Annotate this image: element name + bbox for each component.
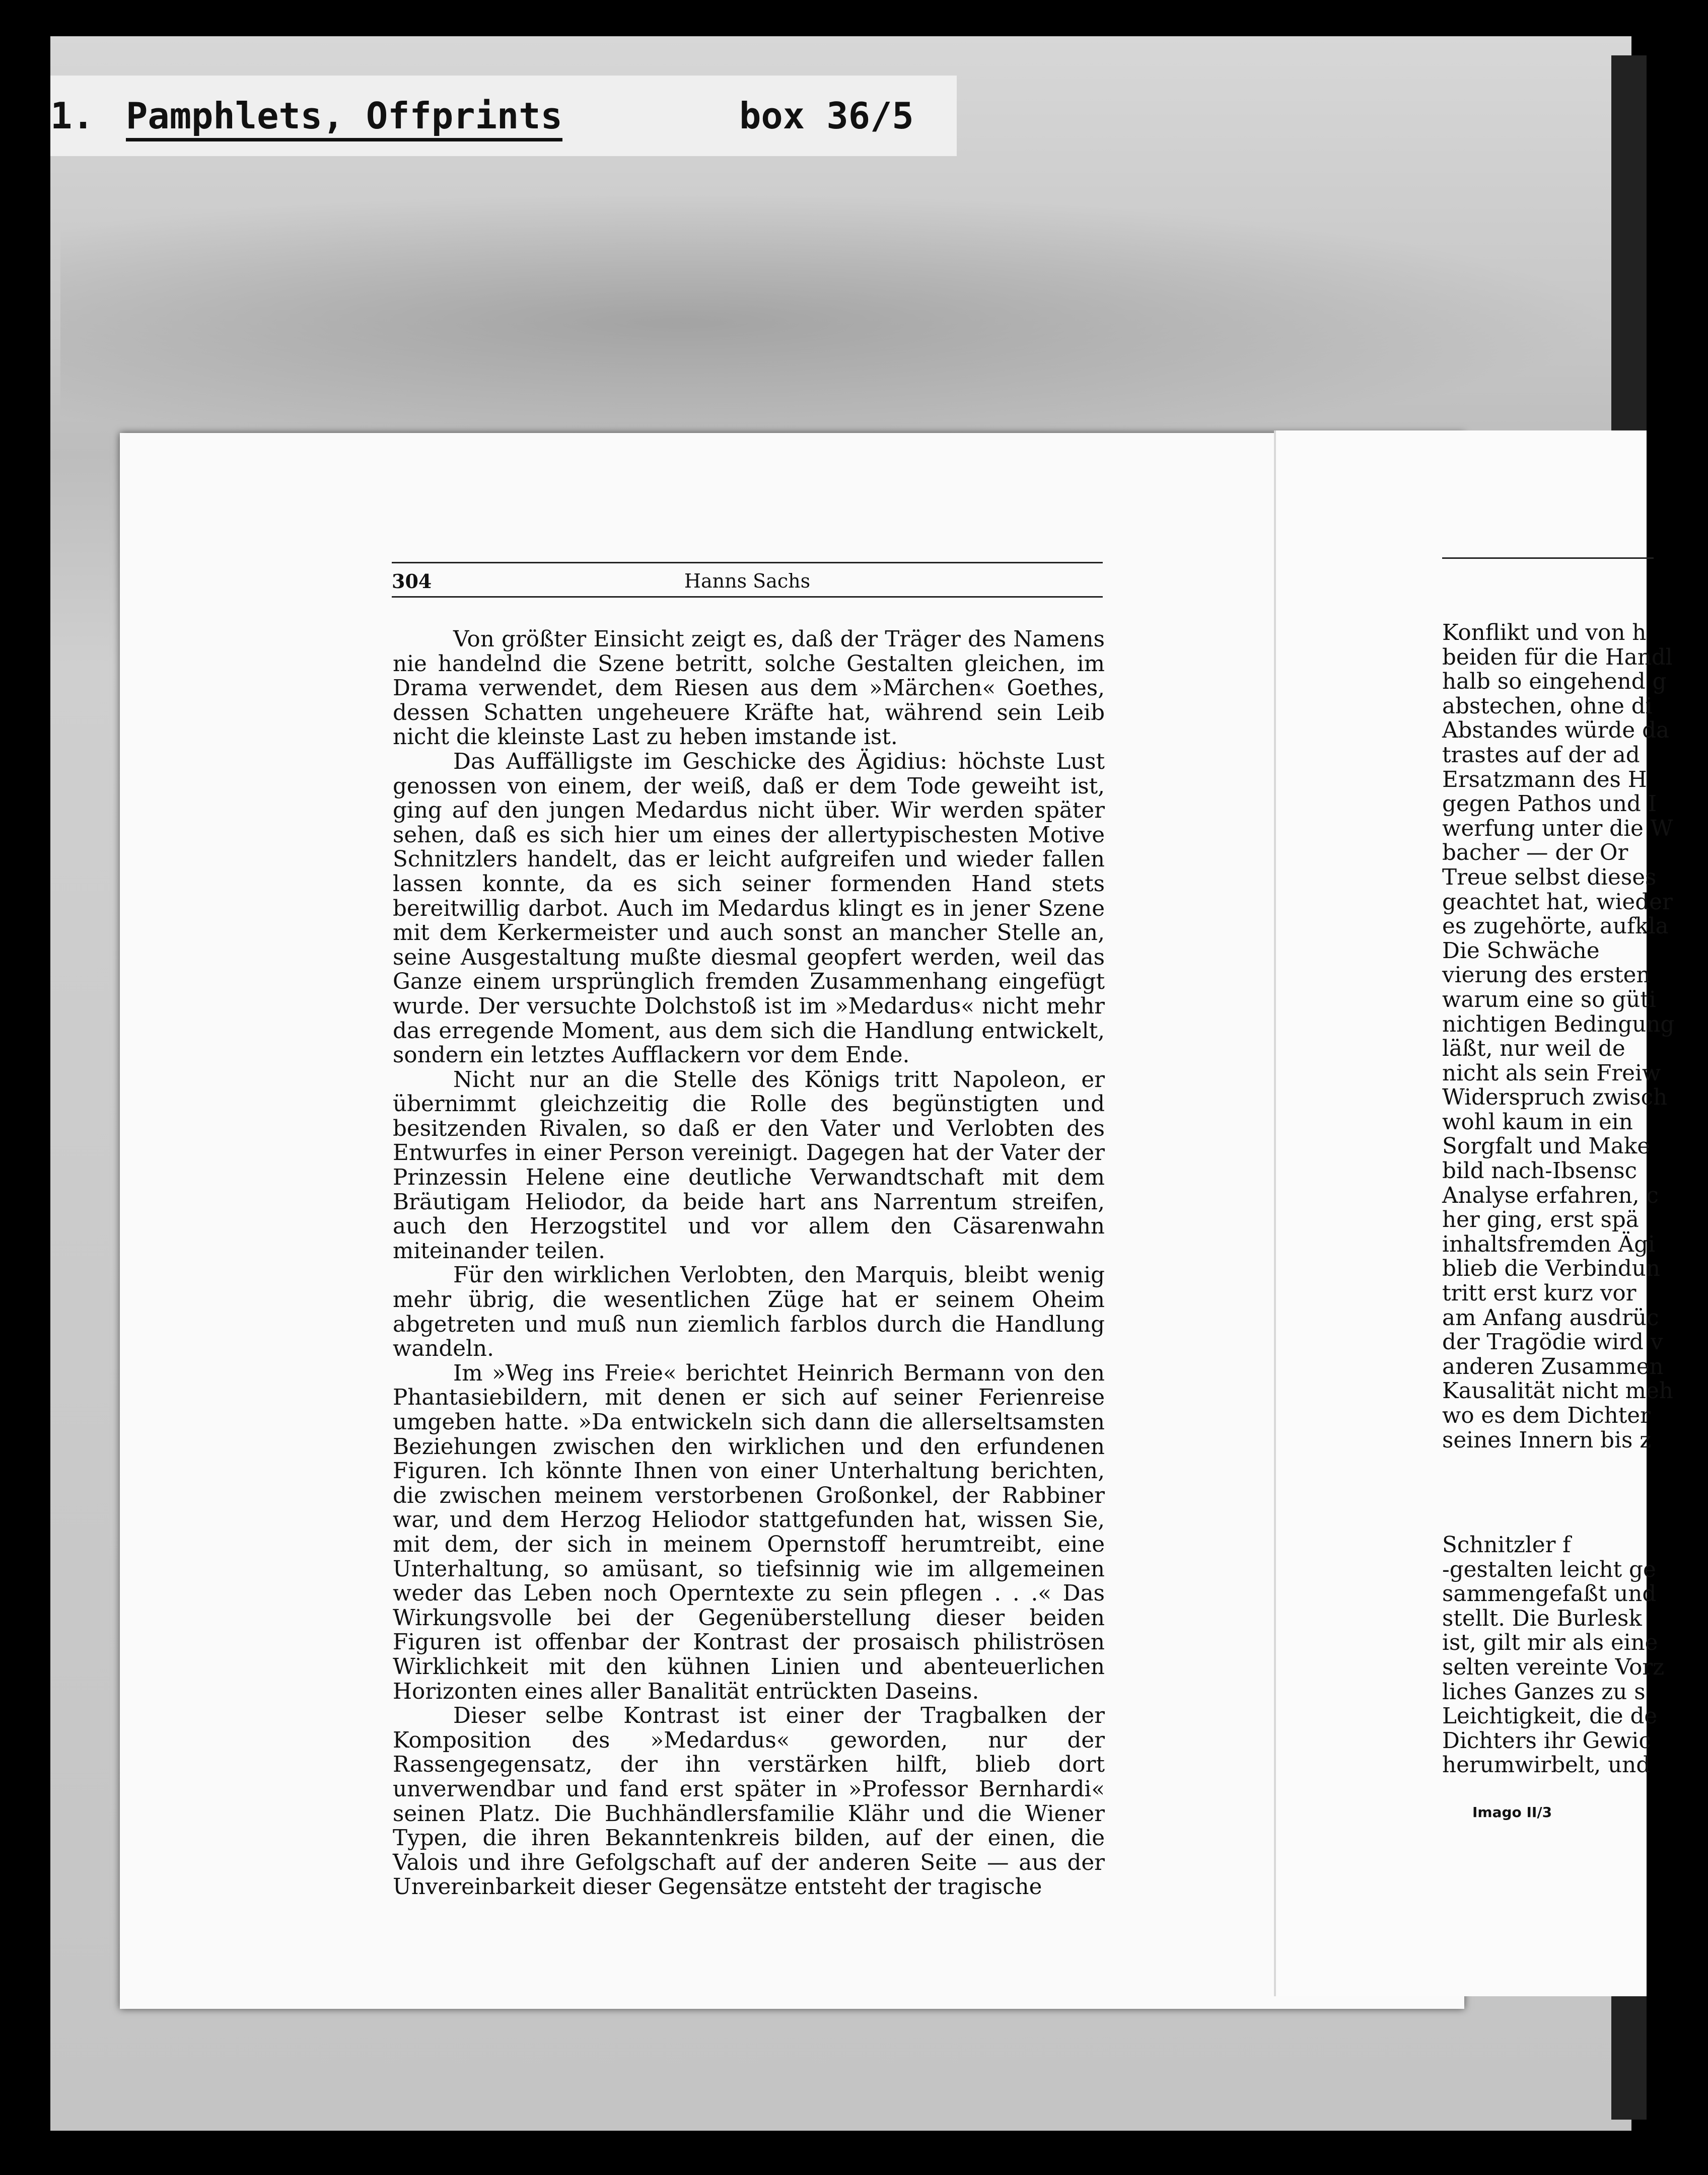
right-column-line: wo es dem Dichter bbox=[1442, 1403, 1651, 1428]
paragraph: Nicht nur an die Stelle des Königs tritt Napoleon, er übernimmt gleichzeitig die Rolle des begünstigten und besitzenden Rivalen, so daß er den Vater und Verlobten des Entwurfes in einer Person vereinigt. Dagegen hat der Vater der Prinzessin Helene eine deutliche Verwandtschaft mit dem Bräutigam Heliodor, da beide hart ans Narrentum streifen, auch den Herzogstitel und vor allem den Cäsarenwahn miteinander teilen. bbox=[393, 1067, 1105, 1264]
folder-label-box: box 36/5 bbox=[739, 95, 914, 137]
right-column-line: es zugehörte, aufkla bbox=[1442, 914, 1669, 939]
right-column-line: Schnitzler f bbox=[1442, 1533, 1571, 1558]
right-column-line: läßt, nur weil de bbox=[1442, 1036, 1625, 1062]
right-column-line: geachtet hat, wieder bbox=[1442, 889, 1673, 915]
header-rule-bottom bbox=[392, 596, 1103, 598]
right-column-text-2 bbox=[1442, 1533, 1674, 1778]
paragraph: Von größter Einsicht zeigt es, daß der Träger des Namens nie handelnd die Szene betritt, solche Gestalten gleichen, im Drama verwendet, dem Riesen aus dem »Märchen« Goethes, dessen Schatten ungeheuere Kräfte hat, während sein Leib nicht die kleinste Last zu heben imstande ist. bbox=[393, 627, 1105, 750]
right-column-line: bacher — der Or bbox=[1442, 840, 1628, 866]
page-number: 304 bbox=[392, 570, 432, 593]
paragraph: Dieser selbe Kontrast ist einer der Tragbalken der Komposition des »Medardus« geworden, nur der Rassengegensatz, der ihn verstärken hilft, blieb dort unverwendbar und fand erst später in »Professor Bernhardi« seinen Platz. Die Buchhändlersfamilie Klähr und die Wiener Typen, die ihren Bekanntenkreis bilden, auf der einen, die Valois und ihre Gefolgschaft auf der anderen Seite — aus der Unvereinbarkeit dieser Gegensätze entsteht der tragische bbox=[393, 1703, 1105, 1900]
right-column-line: liches Ganzes zu s bbox=[1442, 1679, 1646, 1705]
right-column-line: her ging, erst spä bbox=[1442, 1207, 1639, 1233]
right-column-line: anderen Zusammen bbox=[1442, 1354, 1664, 1380]
right-column-line: stellt. Die Burlesk bbox=[1442, 1606, 1642, 1631]
right-column-line: gegen Pathos und I bbox=[1442, 791, 1657, 817]
right-column-line: der Tragödie wird v bbox=[1442, 1330, 1663, 1355]
right-column-line: am Anfang ausdrüc bbox=[1442, 1305, 1659, 1331]
right-column-line: bild nach-Ibsensc bbox=[1442, 1158, 1638, 1184]
right-column-line: sammengefaßt und bbox=[1442, 1581, 1657, 1607]
right-column-line: Kausalität nicht meh bbox=[1442, 1379, 1673, 1404]
header-rule-top bbox=[392, 562, 1103, 563]
folder-shadow bbox=[60, 191, 1611, 453]
right-column-line: nicht als sein Freiw bbox=[1442, 1060, 1661, 1086]
right-column-line: Widerspruch zwisch bbox=[1442, 1085, 1668, 1111]
offprint-page-right bbox=[1274, 430, 1675, 1996]
right-column-line: vierung des ersten bbox=[1442, 963, 1651, 988]
right-column-line: Analyse erfahren, c bbox=[1442, 1183, 1659, 1208]
right-column-line: selten vereinte Vorz bbox=[1442, 1654, 1665, 1680]
right-column-line: Abstandes würde da bbox=[1442, 718, 1669, 744]
right-column-line: herumwirbelt, und bbox=[1442, 1753, 1651, 1778]
right-column-line: wohl kaum in ein bbox=[1442, 1109, 1633, 1135]
right-column-line: Leichtigkeit, die de bbox=[1442, 1704, 1658, 1729]
right-column-line: warum eine so güti bbox=[1442, 987, 1656, 1012]
running-header bbox=[392, 567, 1103, 597]
paragraph: Für den wirklichen Verlobten, den Marquis, bleibt wenig mehr übrig, die wesentlichen Züge hat er seinem Oheim abgetreten und muß nun ziemlich farblos durch die Handlung wandeln. bbox=[393, 1263, 1105, 1362]
right-column-line: seines Innern bis z bbox=[1442, 1427, 1652, 1453]
right-column-line: nichtigen Bedingung bbox=[1442, 1011, 1675, 1037]
right-column-line: Konflikt und von h bbox=[1442, 620, 1647, 645]
paragraph: Das Auffälligste im Geschicke des Ägidius: höchste Lust genossen von einem, der weiß, daß er dem Tode geweiht ist, ging auf den jungen Medardus nicht über. Wir werden später sehen, daß es sich hier um eines der allertypischesten Motive Schnitzlers handelt, das er leicht aufgreifen und wieder fallen lassen konnte, da es sich seiner formenden Hand stets bereitwillig darbot. Auch im Medardus klingt es in jener Szene mit dem Kerkermeister und auch sonst an mancher Stelle an, seine Ausgestaltung mußte diesmal geopfert werden, weil das Ganze einem ursprünglich fremden Zusammenhang eingefügt wurde. Der versuchte Dolchstoß ist im »Medardus« nicht mehr das erregende Moment, aus dem sich die Handlung entwickelt, sondern ein letztes Aufflackern vor dem Ende. bbox=[393, 749, 1105, 1068]
paragraph: Im »Weg ins Freie« berichtet Heinrich Bermann von den Phantasiebildern, mit denen er sich auf seiner Ferienreise umgeben hatte. »Da entwickeln sich dann die allerseltsamsten Beziehungen zwischen den wirklichen und den erfundenen Figuren. Ich könnte Ihnen von einer Unterhaltung berichten, die zwischen meinem verstorbenen Großonkel, der Rabbiner war, und dem Herzog Heliodor stattgefunden hat, wissen Sie, mit dem, der sich in meinem Opernstoff herumtreibt, eine Unterhaltung, so amüsant, so tiefsinnig wie im allgemeinen weder das Leben noch Operntexte zu sein pflegen . . .« Das Wirkungsvolle bei der Gegenüberstellung dieser beiden Figuren ist offenbar der Kontrast der prosaisch philiströsen Wirklichkeit mit den kühnen Linien und abenteuerlichen Horizonten eines aller Banalität entrückten Daseins. bbox=[393, 1360, 1105, 1704]
right-header-rule bbox=[1442, 557, 1654, 559]
running-head-author: Hanns Sachs bbox=[684, 570, 811, 592]
right-column-line: beiden für die Handl bbox=[1442, 644, 1673, 670]
right-column-line: trastes auf der ad bbox=[1442, 742, 1640, 768]
right-column-line: inhaltsfremden Ägi bbox=[1442, 1231, 1655, 1257]
right-column-text bbox=[1442, 621, 1674, 1453]
folder-label-number: 1. bbox=[50, 95, 94, 137]
right-column-line: halb so eingehend g bbox=[1442, 669, 1667, 695]
right-column-line: Die Schwäche bbox=[1442, 938, 1600, 964]
body-text bbox=[393, 627, 1105, 1900]
folder-label bbox=[50, 76, 957, 156]
imprint-label: Imago II/3 bbox=[1472, 1804, 1552, 1821]
right-column-line: blieb die Verbindun bbox=[1442, 1256, 1660, 1282]
right-column-line: Ersatzmann des H bbox=[1442, 767, 1647, 792]
right-column-line: Treue selbst dieses bbox=[1442, 864, 1657, 890]
right-column-line: werfung unter die W bbox=[1442, 816, 1673, 841]
right-column-line: ist, gilt mir als eine bbox=[1442, 1630, 1658, 1656]
right-column-line: Sorgfalt und Make bbox=[1442, 1134, 1651, 1159]
right-column-line: -gestalten leicht ge bbox=[1442, 1557, 1656, 1582]
right-column-line: abstechen, ohne di bbox=[1442, 693, 1653, 719]
right-column-line: tritt erst kurz vor bbox=[1442, 1281, 1636, 1307]
folder-label-title: Pamphlets, Offprints bbox=[126, 95, 562, 141]
right-column-line: Dichters ihr Gewic bbox=[1442, 1728, 1651, 1754]
